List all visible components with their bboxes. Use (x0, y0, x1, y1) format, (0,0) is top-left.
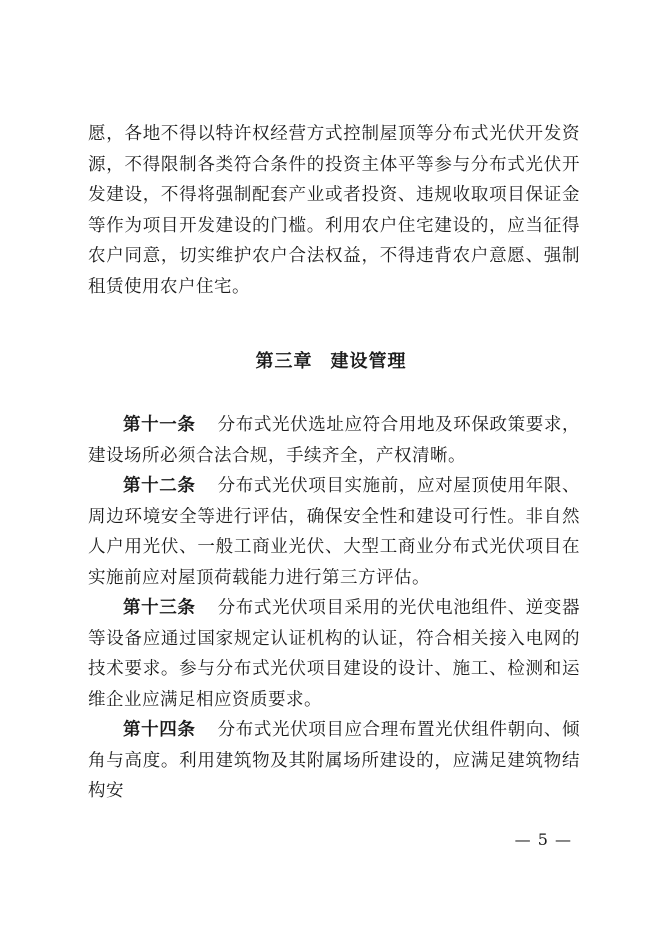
article-label: 第十二条 (123, 476, 196, 496)
page-number: — 5 — (514, 830, 572, 849)
article-14 (88, 715, 580, 807)
chapter-title: 建设管理 (330, 351, 407, 372)
article-13 (88, 593, 580, 715)
article-label: 第十四条 (123, 720, 196, 740)
article-12 (88, 471, 580, 593)
chapter-heading (0, 347, 662, 377)
intro-paragraph: 愿，各地不得以特许权经营方式控制屋顶等分布式光伏开发资源，不得限制各类符合条件的投资主体平等参与分布式光伏开发建设，不得将强制配套产业或者投资、违规收取项目保证金等作为项目开发建设的门槛。利用农户住宅建设的，应当征得农户同意，切实维护农户合法权益，不得违背农户意愿、强制租赁使用农户住宅。 (88, 124, 580, 297)
article-text: 分布式光伏项目实施前，应对屋顶使用年限、周边环境安全等进行评估，确保安全性和建设可行性。非自然人户用光伏、一般工商业光伏、大型工商业分布式光伏项目在实施前应对屋顶荷载能力进行第三方评估。 (88, 476, 580, 588)
article-text: 分布式光伏选址应符合用地及环保政策要求，建设场所必须合法合规，手续齐全，产权清晰。 (88, 415, 580, 466)
article-label: 第十一条 (123, 415, 196, 435)
articles-block (88, 410, 580, 807)
article-text: 分布式光伏项目应合理布置光伏组件朝向、倾角与高度。利用建筑物及其附属场所建设的，应满足建筑物结构安 (88, 720, 580, 801)
intro-block (88, 119, 580, 302)
article-label: 第十三条 (123, 598, 196, 618)
article-text: 分布式光伏项目采用的光伏电池组件、逆变器等设备应通过国家规定认证机构的认证，符合相关接入电网的技术要求。参与分布式光伏项目建设的设计、施工、检测和运维企业应满足相应资质要求。 (88, 598, 580, 710)
chapter-number: 第三章 (255, 351, 313, 372)
article-11 (88, 410, 580, 471)
